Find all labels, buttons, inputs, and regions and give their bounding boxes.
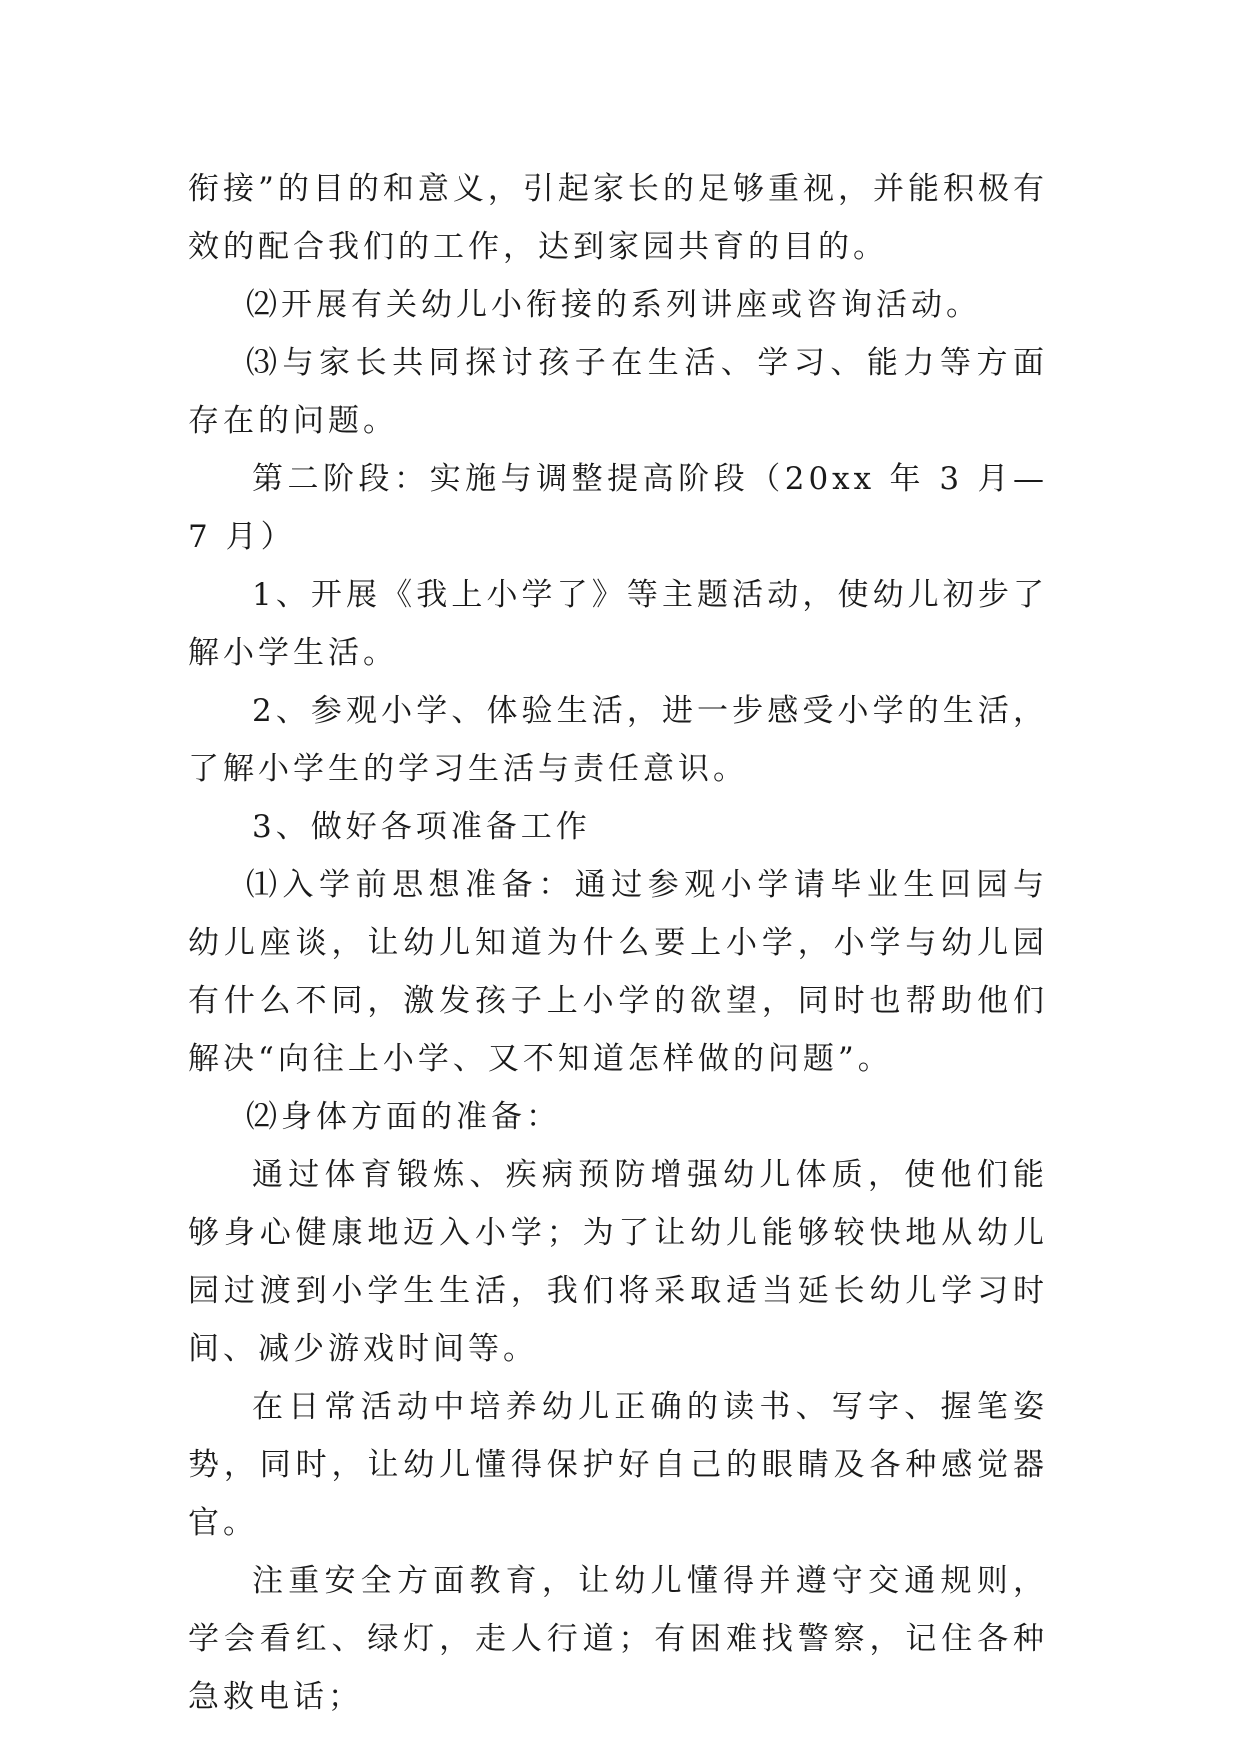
paragraph-numbered-3: 3、做好各项准备工作 — [252, 809, 591, 845]
section-heading-stage-two: 第二阶段：实施与调整提高阶段（20xx 年 3 月—7 月） — [188, 461, 1048, 555]
paragraph-sub-1: ⑴入学前思想准备：通过参观小学请毕业生回园与幼儿座谈，让幼儿知道为什么要上小学，小学与幼儿园有什么不同，激发孩子上小学的欲望，同时也帮助他们解决“向往上小学、又不知道怎样做的问题”。 — [188, 867, 1048, 1077]
paragraph-numbered-2: 2、参观小学、体验生活，进一步感受小学的生活，了解小学生的学习生活与责任意识。 — [188, 693, 1048, 787]
document-body — [188, 160, 1048, 1726]
paragraph-sub-2: ⑵身体方面的准备： — [246, 1099, 561, 1135]
paragraph-daily-activities: 在日常活动中培养幼儿正确的读书、写字、握笔姿势，同时，让幼儿懂得保护好自己的眼睛及各种感觉器官。 — [188, 1389, 1048, 1541]
paragraph-physical-prep: 通过体育锻炼、疾病预防增强幼儿体质，使他们能够身心健康地迈入小学；为了让幼儿能够较快地从幼儿园过渡到小学生生活，我们将采取适当延长幼儿学习时间、减少游戏时间等。 — [188, 1157, 1048, 1367]
paragraph-item-2: ⑵开展有关幼儿小衔接的系列讲座或咨询活动。 — [246, 287, 981, 323]
paragraph-safety-education: 注重安全方面教育，让幼儿懂得并遵守交通规则，学会看红、绿灯，走人行道；有困难找警察，记住各种急救电话； — [188, 1563, 1048, 1715]
paragraph-continuation: 衔接”的目的和意义，引起家长的足够重视，并能积极有效的配合我们的工作，达到家园共育的目的。 — [188, 171, 1048, 265]
paragraph-numbered-1: 1、开展《我上小学了》等主题活动，使幼儿初步了解小学生活。 — [188, 577, 1048, 671]
paragraph-item-3: ⑶与家长共同探讨孩子在生活、学习、能力等方面存在的问题。 — [188, 345, 1048, 439]
